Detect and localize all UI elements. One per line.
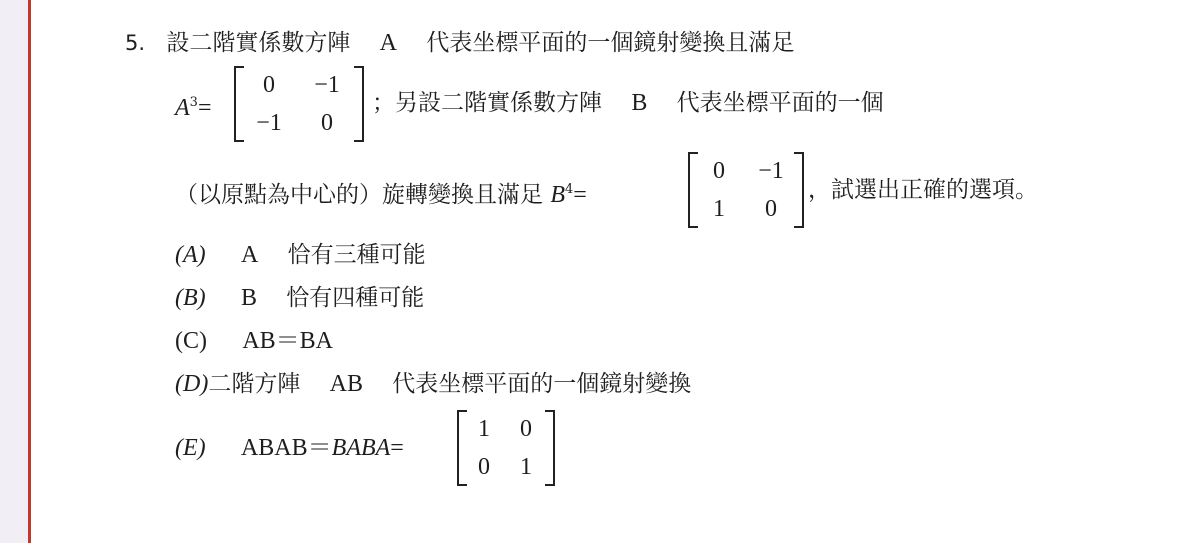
matrix-b-fourth <box>688 152 804 228</box>
a-cubed-base: A <box>175 95 190 121</box>
matrix-cell: 0 <box>765 196 777 222</box>
option-label: (C) <box>175 328 207 354</box>
matrix-cell: 0 <box>263 72 275 98</box>
option-math: B <box>240 285 257 311</box>
option-label: (A) <box>175 242 206 268</box>
option-math: A <box>240 242 259 268</box>
equals-sign: = <box>390 435 404 461</box>
matrix-cell: −1 <box>256 110 282 136</box>
matrix-cell: 1 <box>478 416 490 442</box>
option-text: 恰有三種可能 <box>287 242 426 268</box>
option-label: (D) <box>175 371 209 397</box>
a-cubed-exp: 3 <box>189 95 198 110</box>
matrix-cell: −1 <box>758 158 784 184</box>
question-text-2b: 代表坐標平面的一個 <box>676 90 884 116</box>
left-margin-rule <box>28 0 31 543</box>
matrix-cell: 1 <box>713 196 725 222</box>
question-text-3b: ，試選出正確的選項。 <box>808 177 1038 203</box>
question-number: 5. <box>125 31 146 55</box>
b-fourth-exp: 4 <box>564 182 574 197</box>
option-d[interactable] <box>175 369 691 399</box>
equals-sign: = <box>573 182 587 208</box>
option-e[interactable] <box>175 433 404 463</box>
option-math: AB <box>329 371 363 397</box>
matrix-symbol-b: B <box>631 90 648 116</box>
option-text: 代表坐標平面的一個鏡射變換 <box>392 371 692 397</box>
question-line-2-text <box>372 88 884 118</box>
matrix-a-cubed <box>234 66 364 142</box>
equals-sign: = <box>197 95 212 121</box>
matrix-cell: 0 <box>713 158 725 184</box>
matrix-cell: 0 <box>520 416 532 442</box>
question-text-3a: （以原點為中心的）旋轉變換且滿足 <box>175 182 543 208</box>
matrix-cell: 0 <box>321 110 333 136</box>
question-line-1 <box>125 28 794 58</box>
option-math-italic: BABA <box>331 435 391 461</box>
option-text-pre: 二階方陣 <box>208 371 301 397</box>
option-label: (B) <box>175 285 206 311</box>
option-text: 恰有四種可能 <box>286 285 425 311</box>
option-b[interactable] <box>175 283 424 313</box>
matrix-cell: −1 <box>314 72 340 98</box>
question-text-1a: 設二階實係數方陣 <box>166 30 351 56</box>
option-c[interactable] <box>175 326 333 356</box>
question-line-3 <box>175 175 587 210</box>
question-text-2a: ；另設二階實係數方陣 <box>372 90 602 116</box>
question-line-3-end <box>808 175 1038 205</box>
matrix-cell: 1 <box>520 454 532 480</box>
matrix-cell: 0 <box>478 454 490 480</box>
b-fourth-base: B <box>550 182 565 208</box>
question-text-1b: 代表坐標平面的一個鏡射變換且滿足 <box>426 30 795 56</box>
matrix-symbol-a: A <box>379 30 398 56</box>
option-math: ABAB＝ <box>240 435 332 461</box>
option-label: (E) <box>175 435 206 461</box>
matrix-identity <box>457 410 555 486</box>
question-line-2 <box>175 88 212 123</box>
option-a[interactable] <box>175 240 426 270</box>
option-math: AB＝BA <box>242 328 333 354</box>
left-margin-panel <box>0 0 28 543</box>
